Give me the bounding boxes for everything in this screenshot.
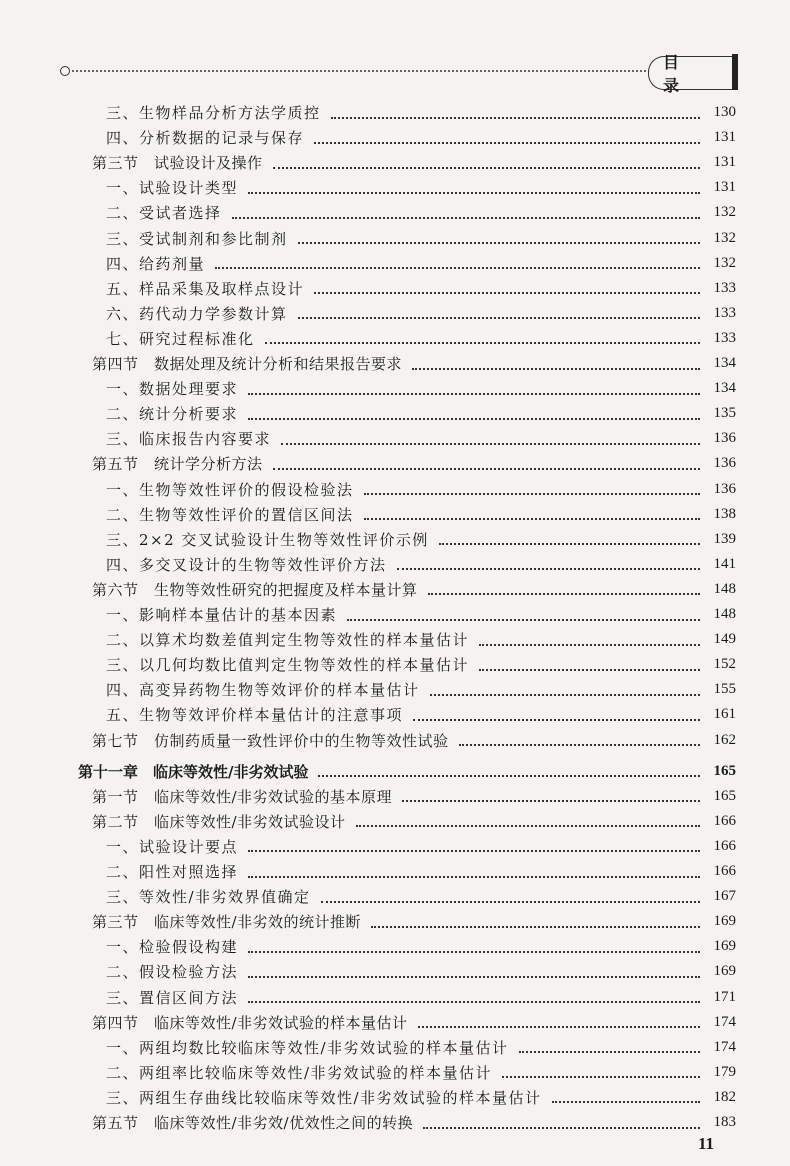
toc-leader-dots bbox=[298, 307, 700, 319]
toc-leader-dots bbox=[552, 1091, 700, 1103]
toc-leader-dots bbox=[281, 433, 700, 445]
toc-section-entry bbox=[92, 1010, 736, 1035]
toc-leader-dots bbox=[430, 684, 700, 696]
toc-entry-title: 三、生物样品分析方法学质控 bbox=[106, 104, 321, 122]
toc-entry-page: 174 bbox=[713, 1013, 736, 1030]
toc-section-entry bbox=[92, 728, 736, 753]
toc-entry-page: 169 bbox=[713, 938, 736, 955]
toc-leader-dots bbox=[364, 508, 700, 520]
toc-leader-dots bbox=[314, 132, 700, 144]
toc-leader-dots bbox=[331, 107, 700, 119]
toc-leader-dots bbox=[248, 991, 700, 1003]
toc-entry-page: 152 bbox=[713, 656, 736, 673]
toc-entry-page: 133 bbox=[713, 279, 736, 296]
toc-subsection-entry bbox=[106, 985, 736, 1010]
toc-section-entry bbox=[92, 351, 736, 376]
header-circle-ornament bbox=[60, 66, 70, 76]
toc-leader-dots bbox=[248, 182, 700, 194]
toc-subsection-entry bbox=[106, 677, 736, 702]
toc-entry-page: 131 bbox=[713, 129, 736, 146]
toc-leader-dots bbox=[265, 332, 700, 344]
toc-entry-title: 第五节 统计学分析方法 bbox=[92, 455, 263, 474]
toc-entry-title: 三、受试制剂和参比制剂 bbox=[106, 229, 288, 248]
toc-section-entry bbox=[92, 451, 736, 476]
toc-leader-dots bbox=[298, 232, 700, 244]
toc-entry-title: 第三节 临床等效性/非劣效的统计推断 bbox=[92, 913, 362, 932]
toc-entry-page: 149 bbox=[713, 631, 736, 648]
toc-leader-dots bbox=[418, 1016, 700, 1028]
toc-leader-dots bbox=[479, 659, 700, 671]
toc-subsection-entry bbox=[106, 502, 736, 527]
header-tab bbox=[648, 53, 733, 95]
toc-subsection-entry bbox=[106, 200, 736, 225]
toc-subsection-entry bbox=[106, 527, 736, 552]
toc-entry-title: 二、两组率比较临床等效性/非劣效试验的样本量估计 bbox=[106, 1063, 493, 1082]
toc-entry-page: 139 bbox=[713, 530, 736, 547]
toc-leader-dots bbox=[397, 558, 700, 570]
toc-subsection-entry bbox=[106, 401, 736, 426]
toc-entry-page: 130 bbox=[713, 104, 736, 120]
toc-entry-page: 136 bbox=[713, 430, 736, 447]
toc-entry-title: 四、给药剂量 bbox=[106, 254, 206, 273]
toc-entry-title: 一、两组均数比较临床等效性/非劣效试验的样本量估计 bbox=[106, 1038, 509, 1057]
toc-subsection-entry bbox=[106, 959, 736, 984]
toc-subsection-entry bbox=[106, 226, 736, 251]
toc-entry-page: 166 bbox=[713, 863, 736, 879]
toc-entry-title: 三、2×2 交叉试验设计生物等效性评价示例 bbox=[106, 530, 429, 549]
toc-entry-title: 六、药代动力学参数计算 bbox=[106, 304, 288, 323]
toc-entry-title: 一、影响样本量估计的基本因素 bbox=[106, 606, 338, 624]
toc-entry-title: 第六节 生物等效性研究的把握度及样本量计算 bbox=[92, 580, 418, 599]
toc-entry-title: 七、研究过程标准化 bbox=[106, 329, 255, 348]
toc-leader-dots bbox=[248, 840, 700, 852]
toc-entry-page: 132 bbox=[713, 254, 736, 271]
toc-leader-dots bbox=[356, 815, 700, 827]
toc-entry-title: 三、等效性/非劣效界值确定 bbox=[106, 888, 311, 907]
toc-leader-dots bbox=[248, 966, 700, 978]
toc-entry-title: 二、阳性对照选择 bbox=[106, 863, 239, 881]
toc-leader-dots bbox=[364, 483, 700, 495]
toc-subsection-entry bbox=[106, 175, 736, 200]
toc-leader-dots bbox=[318, 765, 700, 777]
toc-leader-dots bbox=[248, 941, 700, 953]
toc-entry-title: 第三节 试验设计及操作 bbox=[92, 154, 263, 173]
toc-entry-page: 136 bbox=[713, 480, 736, 497]
toc-entry-page: 166 bbox=[713, 837, 736, 854]
toc-entry-page: 134 bbox=[713, 380, 736, 397]
toc-entry-title: 第十一章 临床等效性/非劣效试验 bbox=[78, 762, 309, 781]
toc-subsection-entry bbox=[106, 125, 736, 150]
header-edge-bar bbox=[732, 54, 738, 90]
toc-subsection-entry bbox=[106, 859, 736, 884]
toc-entry-page: 183 bbox=[713, 1114, 736, 1130]
toc-entry-page: 131 bbox=[713, 154, 736, 171]
toc-subsection-entry bbox=[106, 276, 736, 301]
toc-entry-page: 133 bbox=[713, 329, 736, 346]
toc-section-entry bbox=[92, 577, 736, 602]
toc-entry-title: 二、以算术均数差值判定生物等效性的样本量估计 bbox=[106, 631, 470, 650]
toc-subsection-entry bbox=[106, 251, 736, 276]
toc-leader-dots bbox=[459, 734, 700, 746]
toc-leader-dots bbox=[273, 458, 700, 470]
toc-leader-dots bbox=[402, 790, 700, 802]
toc-subsection-entry bbox=[106, 426, 736, 451]
toc-entry-title: 五、样品采集及取样点设计 bbox=[106, 279, 305, 298]
page-number: 11 bbox=[698, 1134, 715, 1153]
toc-entry-title: 第四节 临床等效性/非劣效试验的样本量估计 bbox=[92, 1013, 408, 1032]
toc-entry-title: 三、置信区间方法 bbox=[106, 988, 239, 1007]
toc-entry-title: 四、分析数据的记录与保存 bbox=[106, 129, 305, 148]
toc-leader-dots bbox=[371, 916, 700, 928]
toc-entry-title: 三、临床报告内容要求 bbox=[106, 430, 272, 449]
toc-entry-page: 162 bbox=[713, 731, 736, 748]
toc-subsection-entry bbox=[106, 376, 736, 401]
toc-entry-title: 四、高变异药物生物等效评价的样本量估计 bbox=[106, 681, 420, 700]
toc-leader-dots bbox=[479, 634, 700, 646]
toc-entry-page: 131 bbox=[713, 179, 736, 196]
toc-entry-title: 一、试验设计要点 bbox=[106, 837, 239, 856]
toc-leader-dots bbox=[519, 1041, 700, 1053]
toc-entry-title: 第一节 临床等效性/非劣效试验的基本原理 bbox=[92, 787, 393, 806]
toc-subsection-entry bbox=[106, 834, 736, 859]
toc-leader-dots bbox=[273, 157, 700, 169]
toc-subsection-entry bbox=[106, 702, 736, 727]
toc-entry-page: 167 bbox=[713, 888, 736, 905]
toc-leader-dots bbox=[248, 866, 700, 878]
toc-leader-dots bbox=[502, 1066, 700, 1078]
toc-entry-title: 二、假设检验方法 bbox=[106, 963, 239, 982]
toc-subsection-entry bbox=[106, 326, 736, 351]
toc-entry-page: 182 bbox=[713, 1088, 736, 1105]
header-dotted-rule bbox=[72, 70, 662, 72]
toc-leader-dots bbox=[314, 282, 700, 294]
toc-entry-title: 第二节 临床等效性/非劣效试验设计 bbox=[92, 812, 346, 831]
toc-entry-page: 171 bbox=[713, 988, 736, 1005]
toc-entry-page: 141 bbox=[713, 555, 736, 572]
toc-entry-page: 155 bbox=[713, 681, 736, 698]
toc-subsection-entry bbox=[106, 1060, 736, 1085]
toc-entry-page: 169 bbox=[713, 913, 736, 930]
toc-entry-title: 一、数据处理要求 bbox=[106, 380, 239, 399]
toc-subsection-entry bbox=[106, 884, 736, 909]
toc-entry-title: 一、试验设计类型 bbox=[106, 179, 239, 198]
toc-section-entry bbox=[92, 784, 736, 809]
toc-entry-page: 135 bbox=[713, 405, 736, 422]
toc-subsection-entry bbox=[106, 934, 736, 959]
toc-entry-title: 二、受试者选择 bbox=[106, 204, 222, 223]
toc-section-entry bbox=[92, 909, 736, 934]
toc-entry-page: 132 bbox=[713, 229, 736, 246]
toc-entry-page: 161 bbox=[713, 706, 736, 723]
toc-leader-dots bbox=[428, 583, 700, 595]
toc-section-entry bbox=[92, 150, 736, 175]
toc-subsection-entry bbox=[106, 477, 736, 502]
toc-entry-title: 二、统计分析要求 bbox=[106, 405, 239, 424]
toc-entry-page: 132 bbox=[713, 204, 736, 221]
toc-entry-page: 134 bbox=[713, 355, 736, 371]
toc-entry-page: 165 bbox=[713, 787, 736, 804]
toc-leader-dots bbox=[215, 257, 700, 269]
toc-entry-page: 133 bbox=[713, 304, 736, 321]
toc-leader-dots bbox=[321, 891, 700, 903]
toc-entry-page: 166 bbox=[713, 812, 736, 829]
toc-leader-dots bbox=[347, 609, 700, 621]
toc-leader-dots bbox=[232, 207, 700, 219]
toc-entry-title: 第七节 仿制药质量一致性评价中的生物等效性试验 bbox=[92, 731, 449, 750]
toc-subsection-entry bbox=[106, 602, 736, 627]
toc-leader-dots bbox=[248, 408, 700, 420]
toc-entry-title: 二、生物等效性评价的置信区间法 bbox=[106, 505, 354, 524]
toc-subsection-entry bbox=[106, 1085, 736, 1110]
toc-subsection-entry bbox=[106, 552, 736, 577]
header-title: 目 录 bbox=[663, 53, 698, 95]
toc-subsection-entry bbox=[106, 1035, 736, 1060]
running-header bbox=[60, 53, 740, 95]
toc-entry-page: 138 bbox=[713, 505, 736, 522]
toc-section-entry bbox=[92, 1110, 736, 1135]
toc-section-entry bbox=[92, 809, 736, 834]
toc-entry-title: 三、以几何均数比值判定生物等效性的样本量估计 bbox=[106, 656, 470, 675]
toc-subsection-entry bbox=[106, 301, 736, 326]
toc-chapter-entry bbox=[78, 759, 736, 784]
toc-entry-page: 148 bbox=[713, 606, 736, 622]
toc-entry-title: 五、生物等效评价样本量估计的注意事项 bbox=[106, 706, 404, 725]
toc-entry-title: 三、两组生存曲线比较临床等效性/非劣效试验的样本量估计 bbox=[106, 1088, 542, 1107]
toc-entry-page: 169 bbox=[713, 963, 736, 980]
toc-entry-page: 179 bbox=[713, 1063, 736, 1080]
toc-entry-title: 第四节 数据处理及统计分析和结果报告要求 bbox=[92, 355, 403, 373]
toc-entry-title: 一、生物等效性评价的假设检验法 bbox=[106, 480, 354, 499]
toc-entry-title: 四、多交叉设计的生物等效性评价方法 bbox=[106, 555, 387, 574]
toc-leader-dots bbox=[413, 709, 700, 721]
toc-leader-dots bbox=[423, 1117, 700, 1129]
toc-entry-page: 174 bbox=[713, 1038, 736, 1055]
toc-subsection-entry bbox=[106, 100, 736, 125]
toc-leader-dots bbox=[248, 383, 700, 395]
toc-entry-page: 165 bbox=[713, 762, 736, 779]
toc-leader-dots bbox=[439, 533, 700, 545]
toc-entry-page: 148 bbox=[713, 580, 736, 597]
toc-subsection-entry bbox=[106, 652, 736, 677]
toc-entry-title: 第五节 临床等效性/非劣效/优效性之间的转换 bbox=[92, 1114, 414, 1132]
toc-entry-page: 136 bbox=[713, 455, 736, 472]
toc-subsection-entry bbox=[106, 627, 736, 652]
toc-leader-dots bbox=[412, 358, 700, 370]
toc-entry-title: 一、检验假设构建 bbox=[106, 938, 239, 957]
